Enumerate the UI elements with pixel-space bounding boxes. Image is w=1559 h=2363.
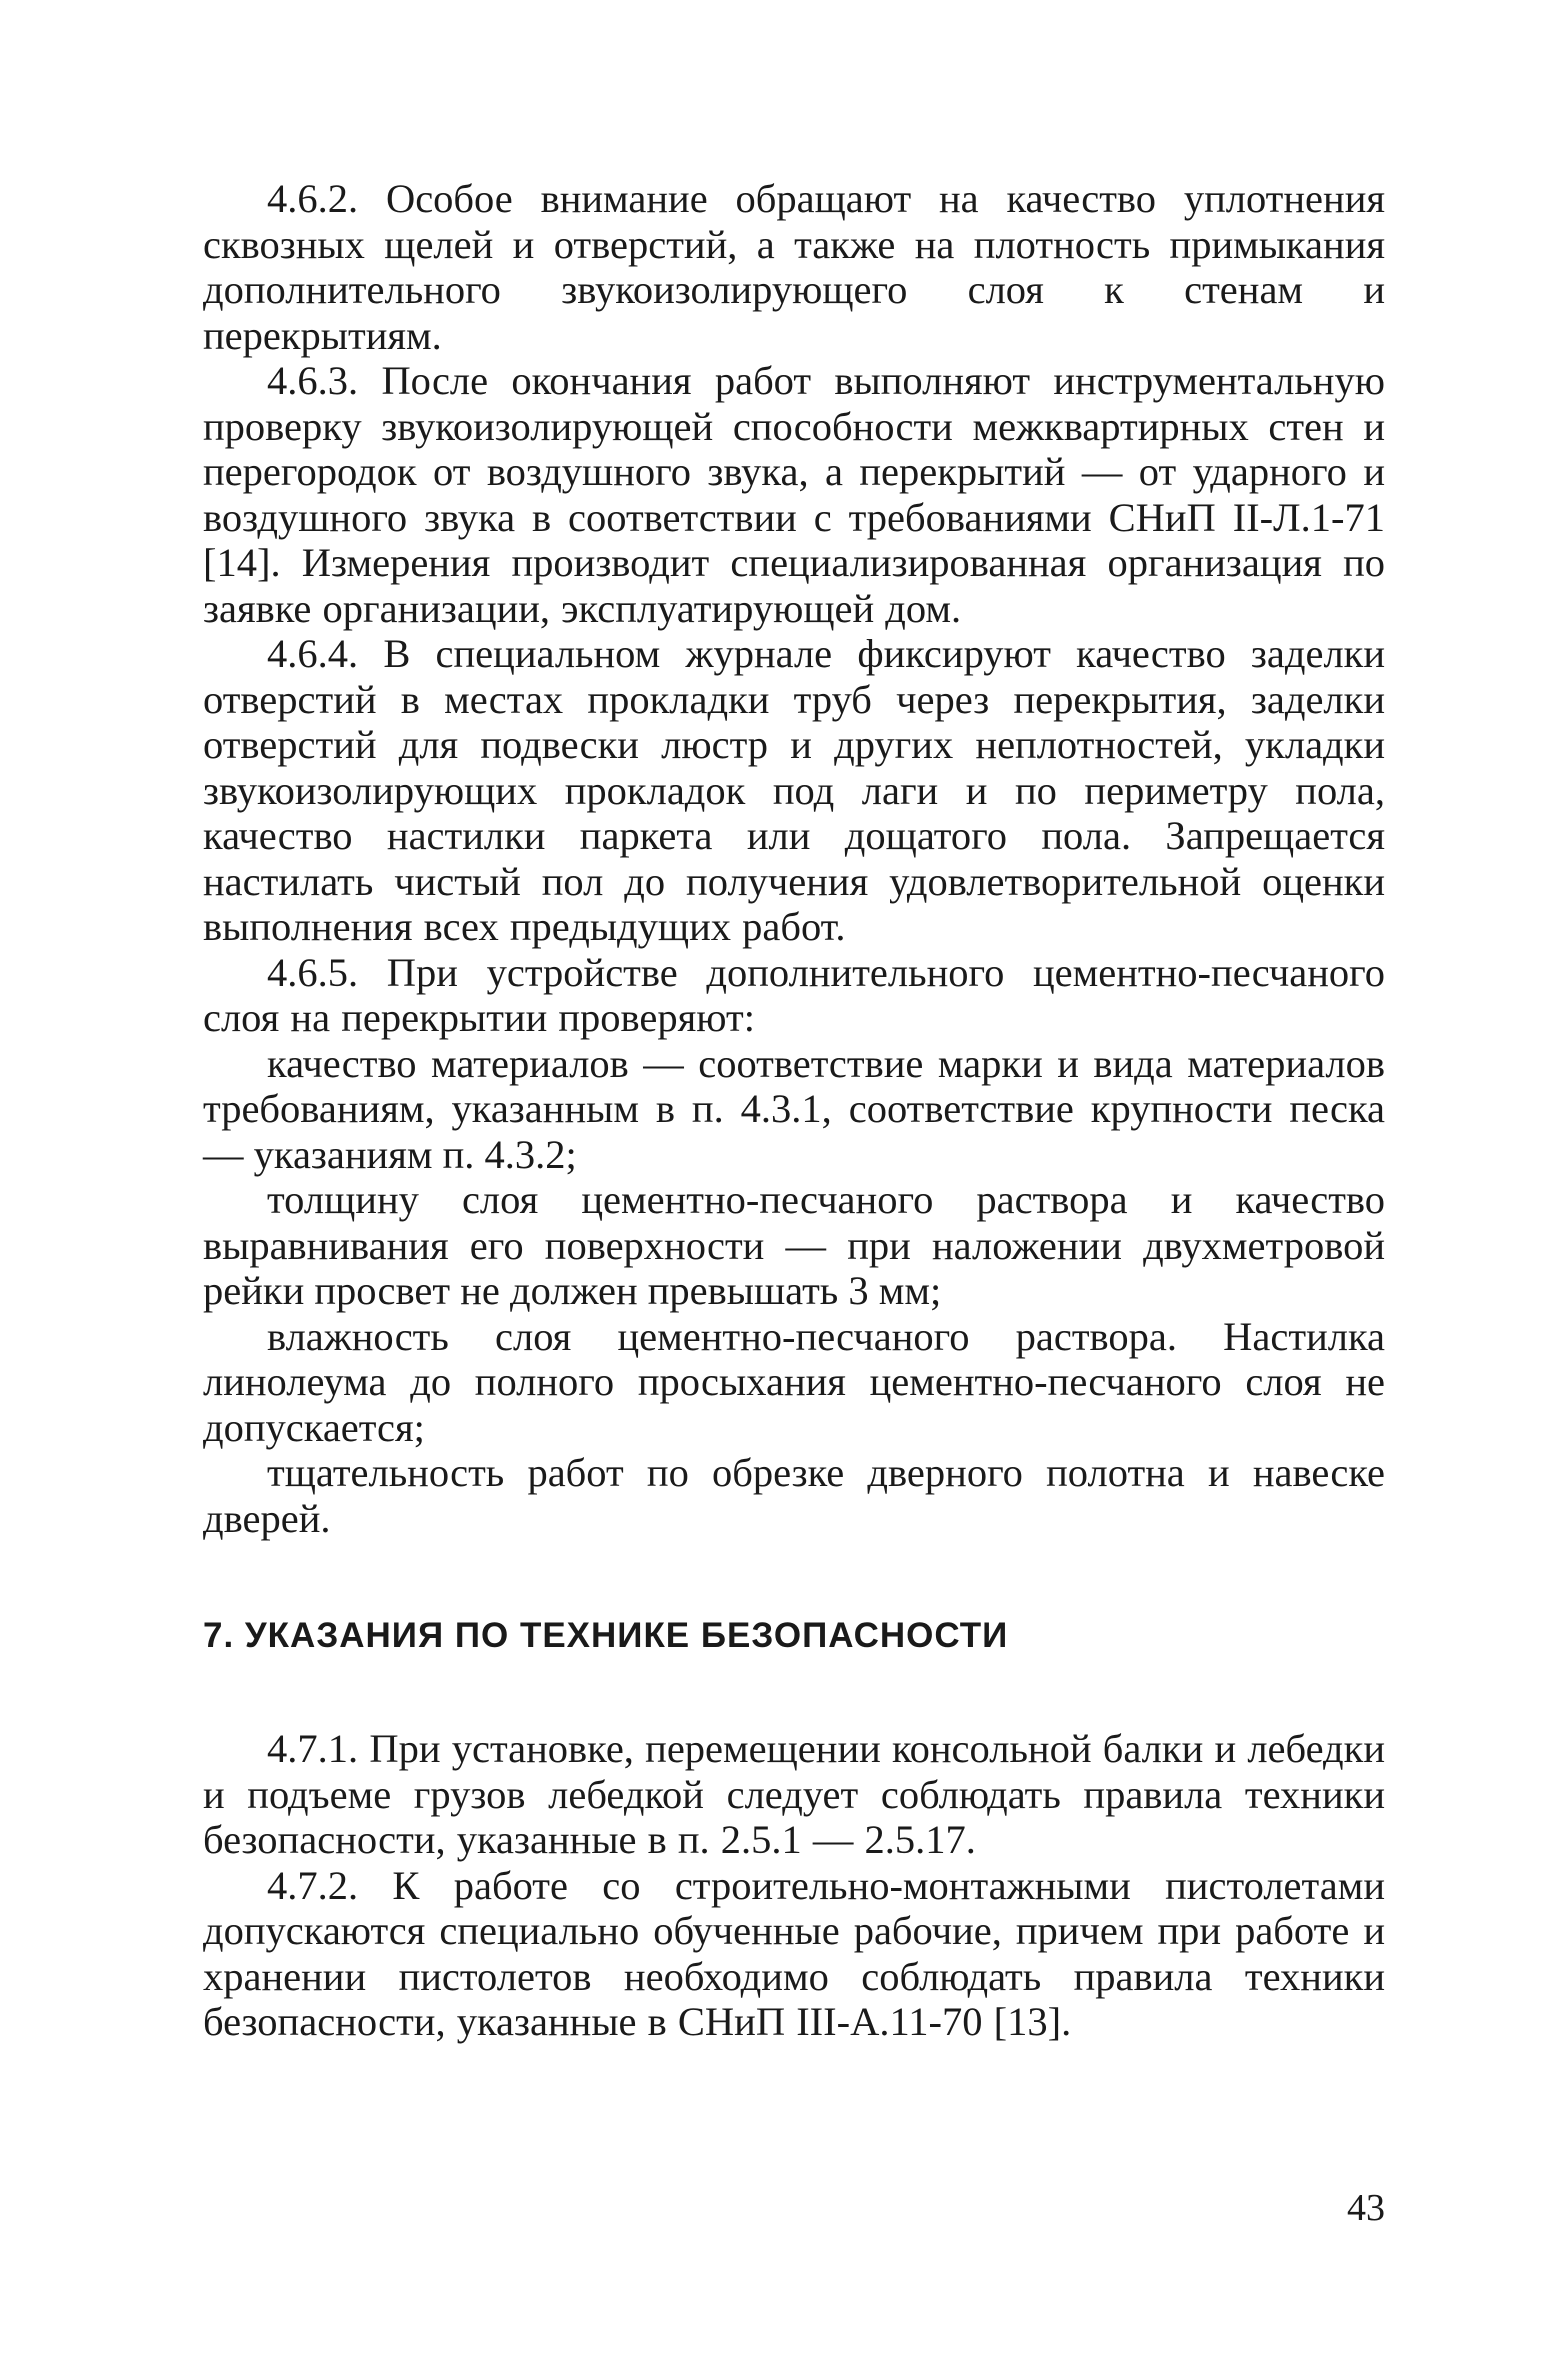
check-item-materials: качество материалов — соответствие марки и вида материалов требованиям, указанным в п. 4.3.1, соответствие крупности песка — указаниям п. 4.3.2; [203,1040,1385,1177]
paragraph-4-6-2: 4.6.2. Особое внимание обращают на качество уплотнения сквозных щелей и отверстий, а также на плотность примыкания дополнительного звукоизолирующего слоя к стенам и перекрытиям. [203,176,1385,358]
page-number: 43 [1347,2187,1385,2229]
paragraph-4-7-1: 4.7.1. При установке, перемещении консольной балки и лебедки и подъеме грузов лебедкой следует соблюдать правила техники безопасности, указанные в п. 2.5.1 — 2.5.17. [203,1726,1385,1862]
page-body [203,176,1385,2045]
paragraph-4-6-3: 4.6.3. После окончания работ выполняют инструментальную проверку звукоизолирующей способности межквартирных стен и перегородок от воздушного звука, а перекрытий — от ударного и воздушного звука в соответствии с требованиями СНиП II-Л.1-71 [14]. Измерения производит специализированная организация по заявке организации, эксплуатирующей дом. [203,358,1385,631]
section-heading: 7. УКАЗАНИЯ ПО ТЕХНИКЕ БЕЗОПАСНОСТИ [203,1616,1009,1655]
paragraph-4-7-2: 4.7.2. К работе со строительно-монтажными пистолетами допускаются специально обученные рабочие, причем при работе и хранении пистолетов необходимо соблюдать правила техники безопасности, указанные в СНиП III-А.11-70 [13]. [203,1862,1385,2044]
check-item-doors: тщательность работ по обрезке дверного полотна и навеске дверей. [203,1450,1385,1541]
paragraph-4-6-5: 4.6.5. При устройстве дополнительного цементно-песчаного слоя на перекрытии проверяют: [203,949,1385,1040]
check-item-moisture: влажность слоя цементно-песчаного раствора. Настилка линолеума до полного просыхания цементно-песчаного слоя не допускается; [203,1313,1385,1450]
check-item-layer-thickness: толщину слоя цементно-песчаного раствора и качество выравнивания его поверхности — при наложении двухметровой рейки просвет не должен превышать 3 мм; [203,1177,1385,1313]
paragraph-4-6-4: 4.6.4. В специальном журнале фиксируют качество заделки отверстий в местах прокладки труб через перекрытия, заделки отверстий для подвески люстр и других неплотностей, укладки звукоизолирующих прокладок под лаги и по периметру пола, качество настилки паркета или дощатого пола. Запрещается настилать чистый пол до получения удовлетворительной оценки выполнения всех предыдущих работ. [203,631,1385,949]
